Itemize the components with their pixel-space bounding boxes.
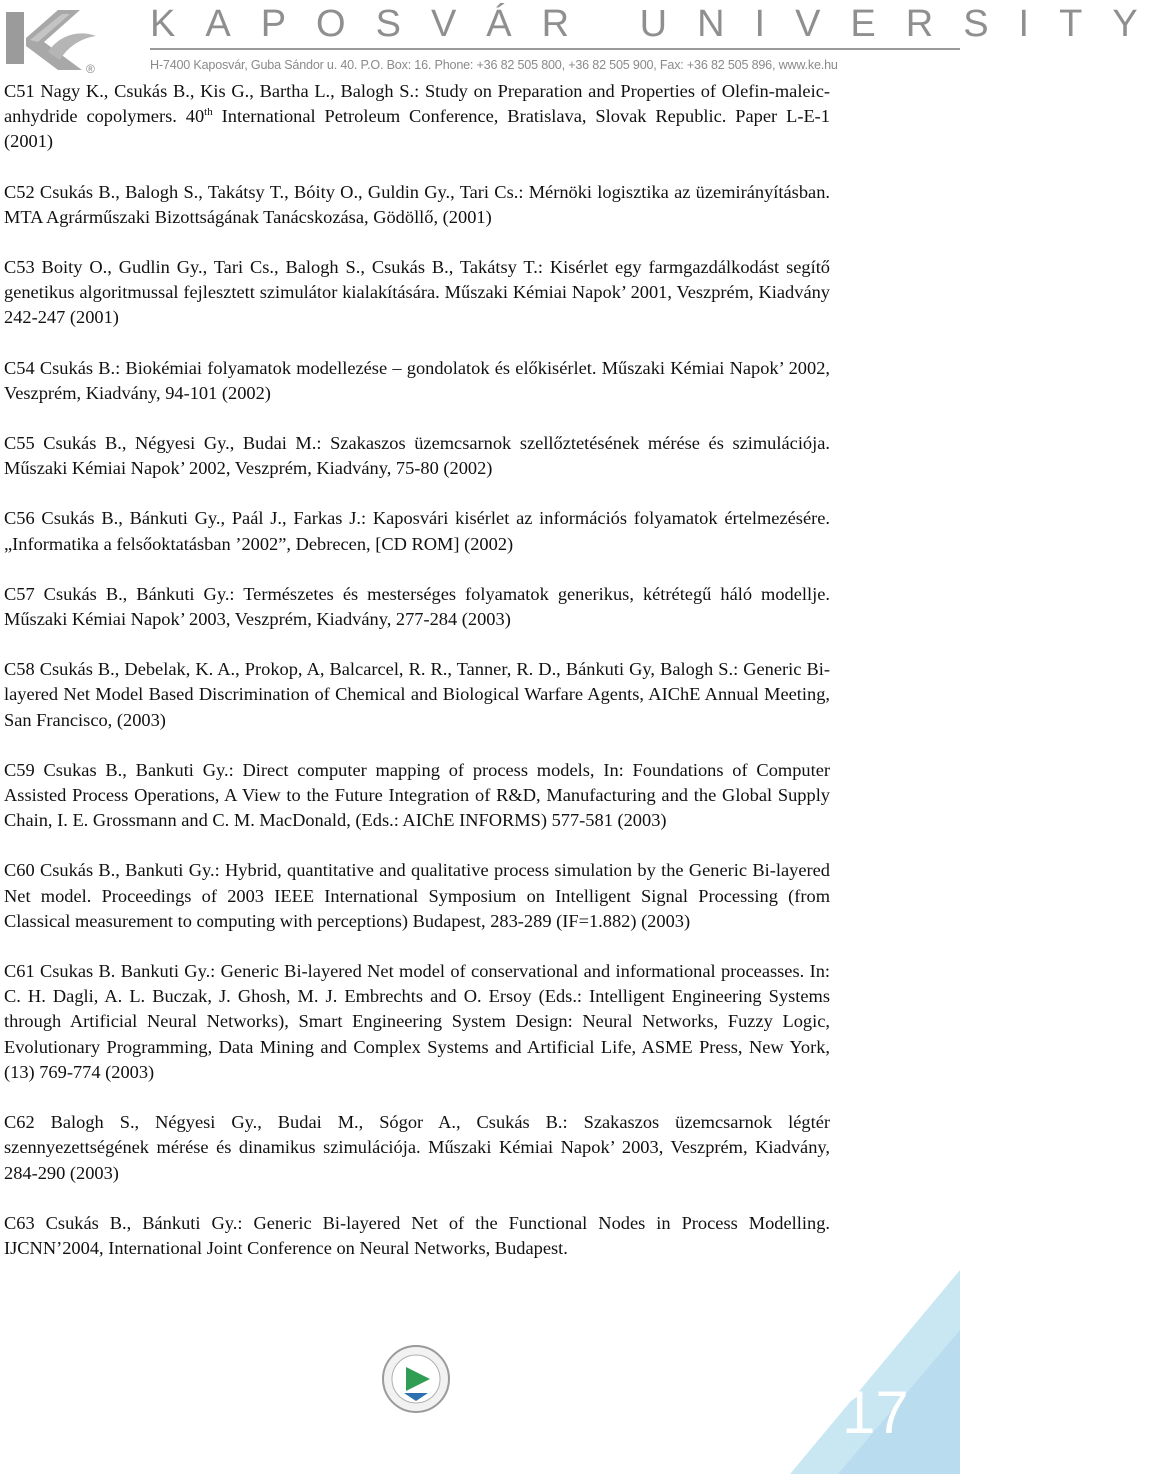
- reference-item: C59 Csukas B., Bankuti Gy.: Direct computer mapping of process models, In: Foundations of Computer Assisted Process Operations, A View to the Future Integration of R&D, Manufacturing and the Global Supply Chain, I. E. Grossmann and C. M. MacDonald, (Eds.: AIChE INFORMS) 577-581 (2003): [4, 759, 830, 831]
- university-name: KAPOSVÁR UNIVERSITY: [150, 3, 1168, 45]
- reference-item: C52 Csukás B., Balogh S., Takátsy T., Bóity O., Guldin Gy., Tari Cs.: Mérnöki logisztika az üzemirányításban. MTA Agrárműszaki Bizottságának Tanácskozása, Gödöllő, (2001): [4, 181, 830, 227]
- reference-item: C55 Csukás B., Négyesi Gy., Budai M.: Szakaszos üzemcsarnok szellőztetésének mérése és szimulációja. Műszaki Kémiai Napok’ 2002, Veszprém, Kiadvány, 75-80 (2002): [4, 433, 830, 479]
- letterhead: [0, 0, 1168, 84]
- university-logo-icon: [0, 4, 120, 84]
- contact-line: H-7400 Kaposvár, Guba Sándor u. 40. P.O. Box: 16. Phone: +36 82 505 800, +36 82 505 900, Fax: +36 82 505 896, www.ke.hu: [150, 58, 838, 72]
- reference-item: C53 Boity O., Gudlin Gy., Tari Cs., Balogh S., Csukás B., Takátsy T.: Kisérlet egy farmgazdálkodást segítő genetikus algoritmussal fejlesztett szimulátor kialakítására. Műszaki Kémiai Napok’ 2001, Veszprém, Kiadvány 242-247 (2001): [4, 257, 830, 328]
- reference-item: C62 Balogh S., Négyesi Gy., Budai M., Sógor A., Csukás B.: Szakaszos üzemcsarnok légtér szennyezettségének mérése és dinamikus szimulációja. Műszaki Kémiai Napok’ 2003, Veszprém, Kiadvány, 284-290 (2003): [4, 1112, 830, 1183]
- reference-text: C51 Nagy K., Csukás B., Kis G., Bartha L., Balogh S.: Study on Preparation and Properties of Olefin-maleic-anhydride copolymers. 40: [4, 81, 830, 127]
- reference-item: C57 Csukás B., Bánkuti Gy.: Természetes és mesterséges folyamatok generikus, kétrétegű háló modellje. Műszaki Kémiai Napok’ 2003, Veszprém, Kiadvány, 277-284 (2003): [4, 583, 830, 630]
- reference-item: C60 Csukás B., Bankuti Gy.: Hybrid, quantitative and qualitative process simulation by the Generic Bi-layered Net model. Proceedings of 2003 IEEE International Symposium on Intelligent Signal Processing (from Classical measurement to computing with perceptions) Budapest, 283-289 (IF=1.882) (2003): [4, 860, 830, 931]
- reference-item: [4, 79, 830, 155]
- reference-item: C58 Csukás B., Debelak, K. A., Prokop, A, Balcarcel, R. R., Tanner, R. D., Bánkuti Gy, Balogh S.: Generic Bi-layered Net Model Based Discrimination of Chemical and Biological Warfare Agents, AIChE Annual Meeting, San Francisco, (2003): [4, 659, 830, 730]
- page-number: 17: [842, 1379, 909, 1446]
- header-divider: [150, 48, 960, 50]
- reference-item: C63 Csukás B., Bánkuti Gy.: Generic Bi-layered Net of the Functional Nodes in Process Modelling. IJCNN’2004, International Joint Conference on Neural Networks, Budapest.: [4, 1212, 830, 1258]
- certification-seal-icon: [380, 1343, 452, 1415]
- reference-item: C54 Csukás B.: Biokémiai folyamatok modellezése – gondolatok és előkisérlet. Műszaki Kémiai Napok’ 2002, Veszprém, Kiadvány, 94-101 (2002): [4, 357, 830, 403]
- registered-mark: ®: [86, 62, 95, 76]
- reference-item: C56 Csukás B., Bánkuti Gy., Paál J., Farkas J.: Kaposvári kisérlet az információs folyamatok értelmezésére. „Informatika a felsőoktatásban ’2002”, Debrecen, [CD ROM] (2002): [4, 508, 830, 554]
- reference-text: International Petroleum Conference, Bratislava, Slovak Republic. Paper L-E-1 (2001): [4, 106, 830, 152]
- ordinal-superscript: th: [204, 106, 213, 119]
- reference-list: [4, 79, 830, 1286]
- reference-item: C61 Csukas B. Bankuti Gy.: Generic Bi-layered Net model of conservational and informational proceasses. In: C. H. Dagli, A. L. Buczak, J. Ghosh, M. J. Embrechts and O. Ersoy (Eds.: Intelligent Engineering Systems through Artificial Neural Networks), Smart Engineering System Design: Neural Networks, Fuzzy Logic, Evolutionary Programming, Data Mining and Complex Systems and Artificial Life, ASME Press, New York, (13) 769-774 (2003): [4, 961, 830, 1082]
